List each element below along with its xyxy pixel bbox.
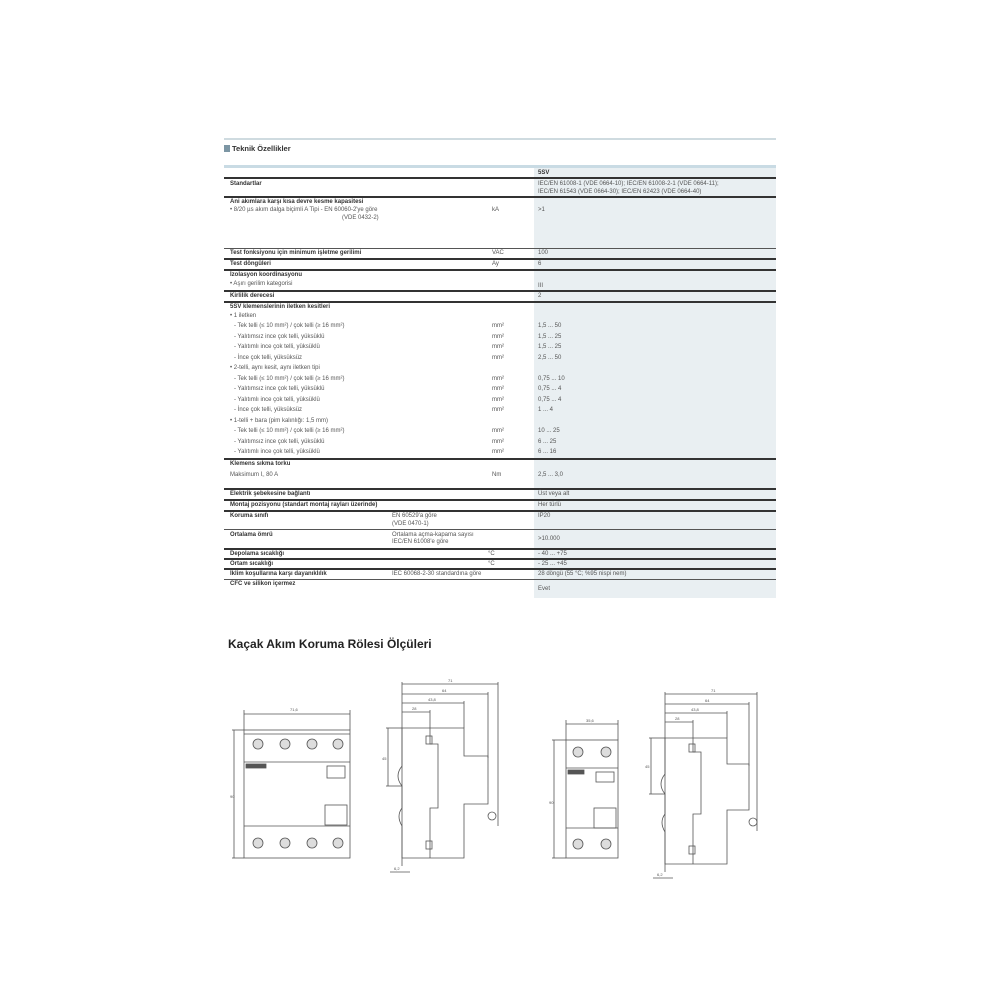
row-condition: IEC/EN 61008'e göre [392, 539, 449, 545]
table-row [224, 512, 776, 529]
row-value: IEC/EN 61008-1 (VDE 0664-10); IEC/EN 61008-2-1 (VDE 0664-11); [538, 181, 719, 187]
svg-text:28: 28 [675, 716, 680, 721]
row-value: 10 ... 25 [538, 428, 560, 434]
row-value: 0,75 ... 10 [538, 375, 565, 382]
svg-text:43,8: 43,8 [691, 707, 699, 712]
table-row [224, 312, 776, 322]
row-label: - Yalıtımlı ince çok telli, yüksüklü [234, 449, 320, 455]
row-unit: mm² [492, 449, 504, 455]
row-label: Montaj pozisyonu (standart montaj rayları üzerinde) [230, 502, 378, 508]
table-row [224, 354, 776, 365]
row-value: - 25 ... +45 [538, 561, 567, 567]
row-unit: Ay [492, 261, 499, 267]
table-row [224, 427, 776, 438]
svg-text:35,6: 35,6 [586, 718, 594, 723]
row-unit: °C [488, 551, 495, 557]
table-row [224, 343, 776, 354]
row-label: • 8/20 µs akım dalga biçimli A Tipi - EN 60060-2'ye göre [230, 207, 378, 213]
row-value: >1 [538, 207, 545, 213]
row-value: Evet [538, 586, 551, 592]
table-row [224, 292, 776, 301]
row-value: 6 ... 16 [538, 449, 557, 455]
table-row [224, 179, 776, 196]
svg-text:28: 28 [412, 706, 417, 711]
section-square-icon [224, 145, 230, 152]
row-value: 6 [538, 261, 542, 267]
table-row [224, 469, 776, 488]
row-value: 2,5 ... 3,0 [538, 472, 564, 478]
row-label: - Tek telli (≤ 10 mm²) / çok telli (≥ 16 mm²) [234, 323, 345, 329]
row-value: 2,5 ... 50 [538, 354, 562, 361]
dimensions-title: Kaçak Akım Koruma Rölesi Ölçüleri [228, 637, 432, 651]
row-value: Her türlü [538, 502, 562, 508]
svg-text:45: 45 [382, 756, 387, 761]
table-row [224, 322, 776, 333]
table-row [224, 333, 776, 344]
table-row [224, 560, 776, 568]
row-label: - Tek telli (≤ 10 mm²) / çok telli (≥ 16 mm²) [234, 375, 345, 382]
table-row [224, 406, 776, 417]
table-row [224, 580, 776, 596]
table-row [224, 364, 776, 375]
row-label: Klemens sıkma torku [230, 461, 291, 467]
row-label: Ortam sıcaklığı [230, 561, 274, 567]
table-row [224, 396, 776, 407]
row-value: III [538, 283, 544, 289]
svg-text:45: 45 [645, 764, 650, 769]
row-unit: mm² [492, 386, 504, 392]
row-condition: EN 60529'a göre [392, 513, 437, 519]
row-unit: VAC [492, 250, 504, 256]
table-row [224, 198, 776, 206]
row-value: 1,5 ... 25 [538, 333, 562, 340]
row-value: Üst veya alt [538, 491, 570, 497]
svg-text:6,2: 6,2 [657, 872, 663, 877]
row-value: - 40 ... +75 [538, 551, 567, 557]
row-value: IP20 [538, 513, 551, 519]
row-value: 0,75 ... 4 [538, 386, 562, 392]
section-title [224, 144, 291, 153]
row-label: - Yalıtımlı ince çok telli, yüksüklü [234, 344, 320, 350]
row-unit: mm² [492, 344, 504, 350]
svg-text:43,8: 43,8 [428, 697, 436, 702]
row-label: Test fonksiyonu için minimum işletme gerilimi [230, 250, 362, 256]
row-label: CFC ve silikon içermez [230, 581, 296, 587]
svg-text:64: 64 [705, 698, 710, 703]
table-row [224, 490, 776, 499]
row-label: İklim koşullarına karşı dayanıklılık [230, 571, 327, 577]
row-unit: mm² [492, 438, 504, 445]
table-header-row [224, 168, 776, 177]
svg-text:90: 90 [230, 794, 235, 799]
table-row [224, 280, 776, 290]
row-value: IEC/EN 61543 (VDE 0664-30); IEC/EN 62423 (VDE 0664-40) [538, 189, 702, 195]
row-value: 1,5 ... 50 [538, 323, 562, 329]
row-label: - Yalıtımlı ince çok telli, yüksüklü [234, 396, 320, 403]
row-unit: mm² [492, 323, 504, 329]
row-unit: Nm [492, 472, 502, 478]
table-row [224, 303, 776, 312]
top-divider [224, 138, 776, 140]
table-row [224, 530, 776, 548]
row-label: - Yalıtımsız ince çok telli, yüksüklü [234, 438, 325, 445]
table-row [224, 260, 776, 269]
row-label: - Yalıtımsız ince çok telli, yüksüklü [234, 386, 325, 392]
row-condition: (VDE 0470-1) [392, 521, 429, 527]
row-label: Ortalama ömrü [230, 532, 273, 538]
row-label: 5SV klemenslerinin iletken kesitleri [230, 304, 331, 310]
row-label: - Tek telli (≤ 10 mm²) / çok telli (≥ 16 mm²) [234, 428, 345, 434]
front-view-2pole-drawing [548, 712, 628, 864]
row-label: Ani akımlara karşı kısa devre kesme kapasitesi [230, 199, 364, 205]
table-row [224, 460, 776, 469]
row-unit: mm² [492, 333, 504, 340]
row-condition: IEC 60068-2-30 standardına göre [392, 571, 482, 577]
row-label: - Yalıtımsız ince çok telli, yüksüklü [234, 333, 325, 340]
row-unit: mm² [492, 375, 504, 382]
row-condition: Ortalama açma-kapama sayısı [392, 532, 474, 538]
row-label: Standartlar [230, 181, 262, 187]
table-row [224, 385, 776, 396]
svg-text:71,6: 71,6 [290, 707, 298, 712]
row-unit: mm² [492, 354, 504, 361]
product-column-header: 5SV [538, 170, 550, 176]
row-label: • 2-telli, aynı kesit, aynı iletken tipi [230, 365, 320, 371]
table-row [224, 570, 776, 579]
table-row [224, 417, 776, 428]
row-label: Kirlilik derecesi [230, 293, 275, 299]
table-row [224, 206, 776, 214]
row-label: İzolasyon koordinasyonu [230, 272, 303, 278]
row-label: Elektrik şebekesine bağlantı [230, 491, 311, 497]
row-label: Test döngüleri [230, 261, 271, 267]
row-unit: mm² [492, 407, 504, 413]
side-view-2pole-drawing [645, 686, 775, 886]
svg-text:90: 90 [549, 800, 554, 805]
table-row [224, 501, 776, 510]
table-row [224, 271, 776, 280]
table-row [224, 249, 776, 258]
svg-text:64: 64 [442, 688, 447, 693]
row-label: Depolama sıcaklığı [230, 551, 285, 557]
table-row [224, 550, 776, 558]
row-label: • Aşırı gerilim kategorisi [230, 281, 293, 287]
row-unit: kA [492, 207, 500, 213]
svg-text:71: 71 [448, 678, 453, 683]
row-value: 1 ... 4 [538, 407, 554, 413]
table-row [224, 438, 776, 449]
row-value: 28 döngü (55 °C; %95 nispi nem) [538, 571, 627, 577]
table-row [224, 448, 776, 458]
spec-table [224, 168, 776, 596]
row-unit: mm² [492, 428, 504, 434]
row-value: 1,5 ... 25 [538, 344, 562, 350]
row-unit: °C [488, 561, 495, 567]
table-row [224, 214, 776, 248]
row-value: 2 [538, 293, 542, 299]
row-unit: mm² [492, 396, 504, 403]
row-value: 100 [538, 250, 549, 256]
row-label: - İnce çok telli, yüksüksüz [234, 354, 303, 361]
row-label: • 1-telli + bara (pim kalınlığı: 1,5 mm) [230, 417, 328, 424]
table-row [224, 375, 776, 386]
row-label: Koruma sınıfı [230, 513, 269, 519]
row-label: • 1 iletken [230, 313, 257, 319]
svg-text:71: 71 [711, 688, 716, 693]
row-value: 6 ... 25 [538, 438, 557, 445]
side-view-4pole-drawing [380, 676, 510, 881]
row-label: (VDE 0432-2) [342, 215, 379, 221]
front-view-4pole-drawing [228, 700, 358, 870]
svg-text:6,2: 6,2 [394, 866, 400, 871]
row-value: 0,75 ... 4 [538, 396, 562, 403]
section-title-text: Teknik Özellikler [232, 144, 291, 153]
row-label: - İnce çok telli, yüksüksüz [234, 407, 303, 413]
row-label: Maksimum I꜀ 80 A [230, 472, 279, 478]
row-value: >10.000 [538, 536, 560, 542]
